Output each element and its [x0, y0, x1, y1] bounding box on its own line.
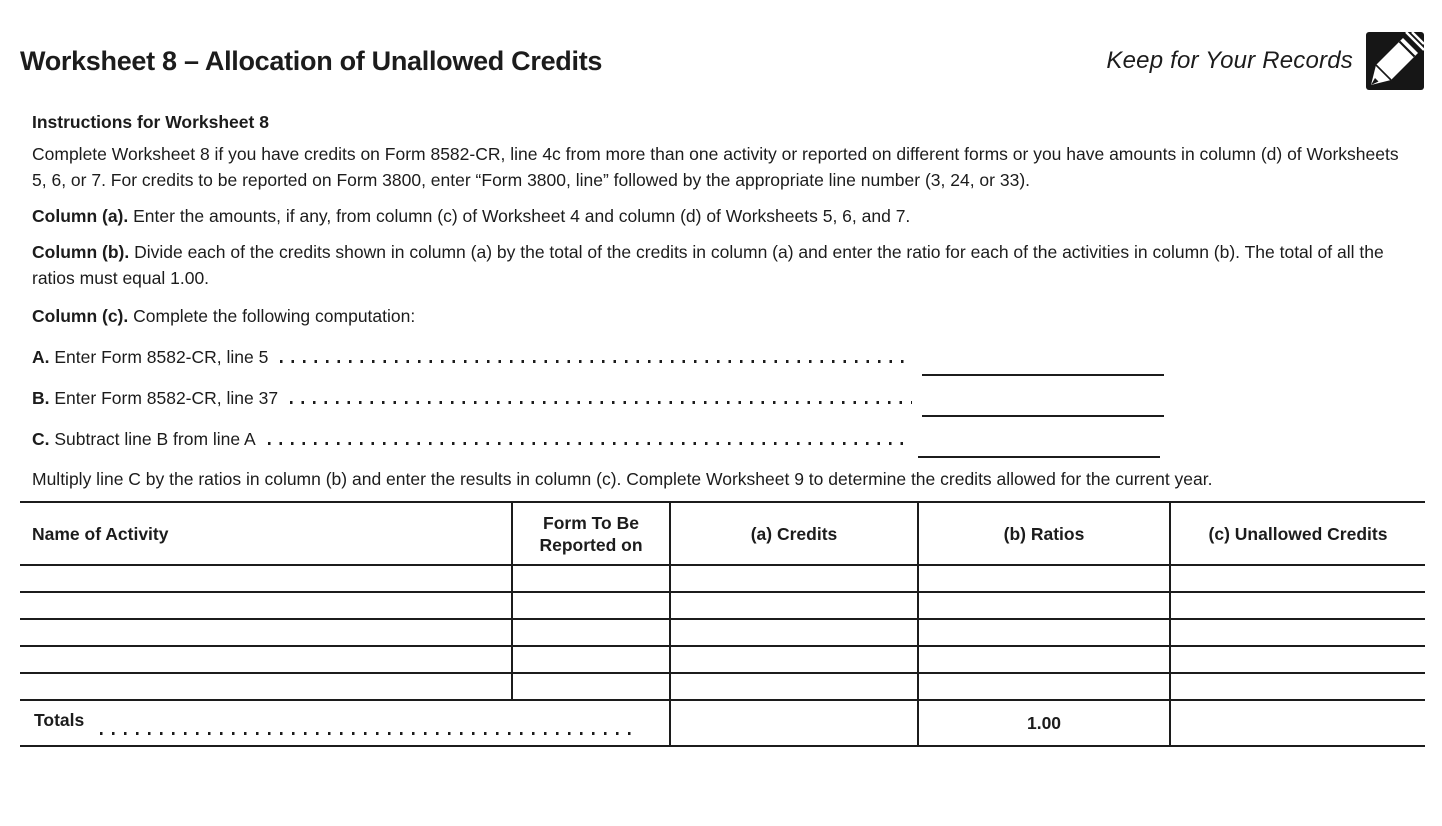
activity-cell[interactable]	[20, 673, 512, 700]
ratios-b-cell[interactable]	[918, 646, 1170, 673]
column-b-instructions	[32, 239, 1402, 291]
table-row	[20, 646, 1425, 673]
activity-cell[interactable]	[20, 646, 512, 673]
entry-line-a[interactable]	[922, 356, 1164, 376]
form-cell[interactable]	[512, 646, 670, 673]
pencil-icon	[1366, 32, 1424, 90]
form-cell[interactable]	[512, 673, 670, 700]
ratios-b-cell[interactable]	[918, 619, 1170, 646]
column-a-instructions	[32, 203, 1402, 229]
form-cell[interactable]	[512, 619, 670, 646]
totals-unallowed-cell[interactable]	[1170, 700, 1425, 746]
header-a-credits: (a) Credits	[670, 502, 918, 565]
instructions-section	[32, 109, 1402, 492]
allocation-table	[20, 501, 1425, 747]
unallowed-c-cell[interactable]	[1170, 646, 1425, 673]
unallowed-c-cell[interactable]	[1170, 619, 1425, 646]
worksheet-header	[20, 32, 1424, 90]
computation-line-c	[32, 426, 1402, 452]
column-b-label: Column (b).	[32, 242, 130, 262]
form-cell[interactable]	[512, 565, 670, 592]
computation-line-b	[32, 385, 1402, 411]
entry-line-b[interactable]	[922, 397, 1164, 417]
keep-for-records-label: Keep for Your Records	[1106, 47, 1353, 74]
line-c-text: C. Subtract line B from line A	[32, 429, 256, 449]
computation-line-a	[32, 344, 1402, 370]
ratios-b-cell[interactable]	[918, 565, 1170, 592]
table-row	[20, 619, 1425, 646]
credits-a-cell[interactable]	[670, 619, 918, 646]
totals-credits-cell[interactable]	[670, 700, 918, 746]
table-header-row	[20, 502, 1425, 565]
totals-row	[20, 700, 1425, 746]
column-b-text: Divide each of the credits shown in column (a) by the total of the credits in column (a) and enter the ratio for each of the activities in column (b). The total of all the ratios must equal 1.00.	[32, 242, 1384, 288]
ratios-b-cell[interactable]	[918, 592, 1170, 619]
credits-a-cell[interactable]	[670, 592, 918, 619]
header-form-to-be-reported-on: Form To Be Reported on	[512, 502, 670, 565]
multiply-instruction: Multiply line C by the ratios in column (b) and enter the results in column (c). Complete Worksheet 9 to determine the credits allowed for the current year.	[32, 469, 1213, 489]
header-c-unallowed-credits: (c) Unallowed Credits	[1170, 502, 1425, 565]
column-c-label: Column (c).	[32, 306, 129, 326]
credits-a-cell[interactable]	[670, 565, 918, 592]
unallowed-c-cell[interactable]	[1170, 673, 1425, 700]
activity-cell[interactable]	[20, 565, 512, 592]
form-cell[interactable]	[512, 592, 670, 619]
unallowed-c-cell[interactable]	[1170, 565, 1425, 592]
table-row	[20, 565, 1425, 592]
column-a-text: Enter the amounts, if any, from column (c) of Worksheet 4 and column (d) of Worksheets 5, 6, and 7.	[133, 206, 911, 226]
dot-leader	[268, 442, 908, 445]
activity-cell[interactable]	[20, 619, 512, 646]
header-name-of-activity: Name of Activity	[32, 523, 169, 544]
entry-line-c[interactable]	[918, 438, 1160, 458]
table-row	[20, 673, 1425, 700]
page-title: Worksheet 8 – Allocation of Unallowed Credits	[20, 45, 603, 76]
unallowed-c-cell[interactable]	[1170, 592, 1425, 619]
keep-for-records	[1106, 32, 1424, 90]
instructions-intro: Complete Worksheet 8 if you have credits on Form 8582-CR, line 4c from more than one activity or reported on different forms or you have amounts in column (d) of Worksheets 5, 6, or 7. For credits to be reported on Form 3800, enter “Form 3800, line” followed by the appropriate line number (3, 24, or 33).	[32, 144, 1399, 190]
column-a-label: Column (a).	[32, 206, 129, 226]
totals-label-cell	[20, 700, 670, 746]
credits-a-cell[interactable]	[670, 673, 918, 700]
dot-leader	[100, 732, 637, 735]
table-row	[20, 592, 1425, 619]
instructions-heading: Instructions for Worksheet 8	[32, 112, 269, 132]
header-b-ratios: (b) Ratios	[918, 502, 1170, 565]
totals-ratio-value: 1.00	[918, 700, 1170, 746]
column-c-instructions	[32, 303, 1402, 329]
line-b-text: B. Enter Form 8582-CR, line 37	[32, 388, 279, 408]
column-c-text: Complete the following computation:	[133, 306, 416, 326]
totals-label: Totals	[34, 710, 85, 730]
activity-cell[interactable]	[20, 592, 512, 619]
credits-a-cell[interactable]	[670, 646, 918, 673]
dot-leader	[290, 401, 912, 404]
ratios-b-cell[interactable]	[918, 673, 1170, 700]
line-a-text: A. Enter Form 8582-CR, line 5	[32, 347, 269, 367]
dot-leader	[280, 360, 912, 363]
